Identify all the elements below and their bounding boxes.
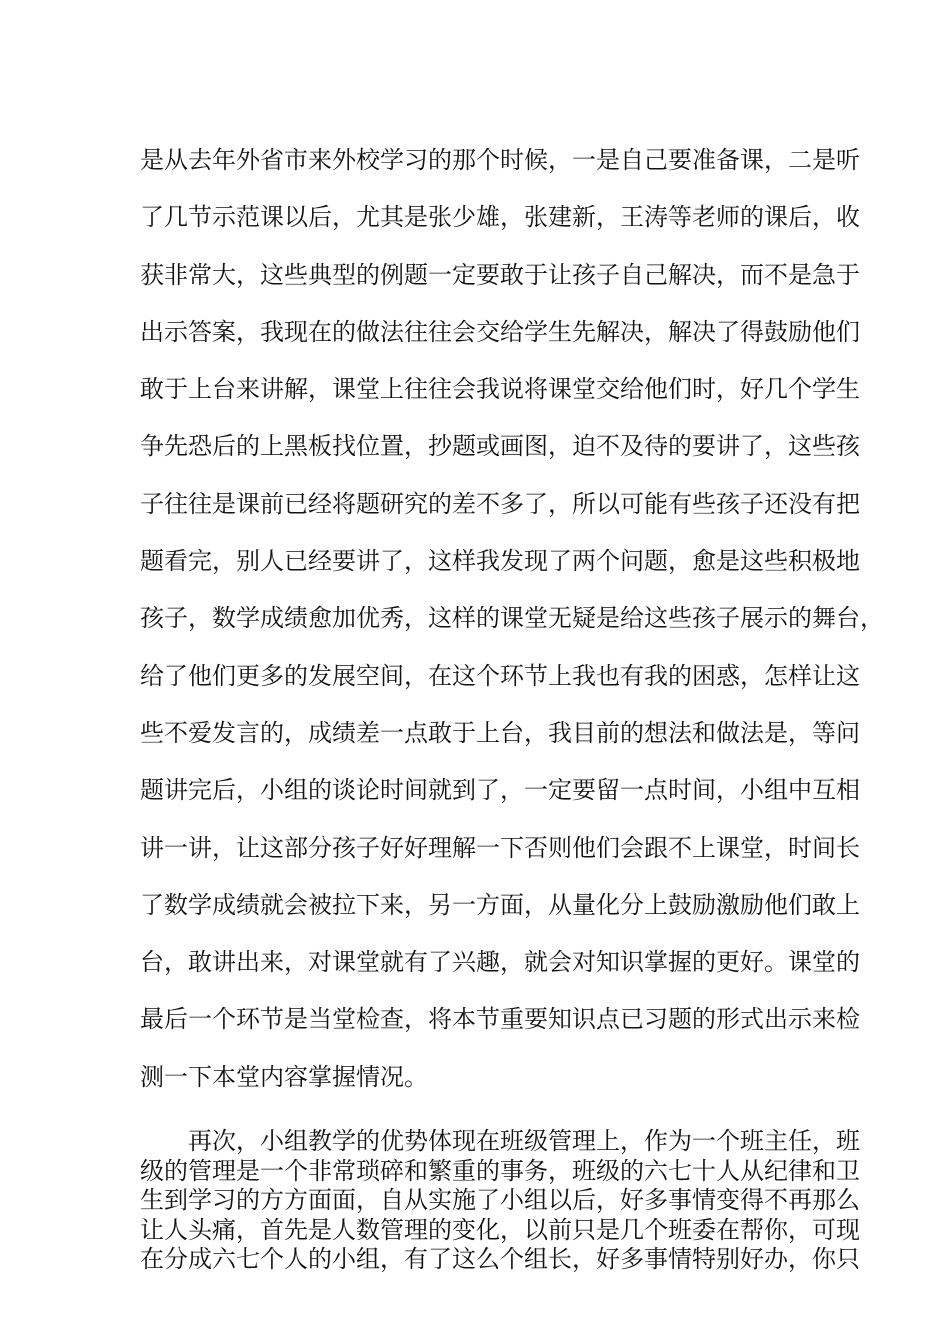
- paragraph-2: [140, 1127, 860, 1275]
- text-line: 子往往是课前已经将题研究的差不多了，所以可能有些孩子还没有把: [140, 489, 860, 518]
- text-line: 题看完，别人已经要讲了，这样我发现了两个问题，愈是这些积极地: [140, 547, 860, 576]
- text-line: 在分成六七个人的小组，有了这么个组长，好多事情特别好办，你只: [140, 1245, 860, 1273]
- text-line: 级的管理是一个非常琐碎和繁重的事务，班级的六七十人从纪律和卫: [140, 1156, 860, 1185]
- text-line: 给了他们更多的发展空间，在这个环节上我也有我的困惑，怎样让这: [140, 661, 860, 690]
- text-line: 让人头痛，首先是人数管理的变化，以前只是几个班委在帮你，可现: [140, 1215, 860, 1244]
- text-line: 是从去年外省市来外校学习的那个时候，一是自己要准备课，二是听: [140, 146, 860, 174]
- text-line: 测一下本堂内容掌握情况。: [140, 1062, 428, 1091]
- text-line: 出示答案，我现在的做法往往会交给学生先解决，解决了得鼓励他们: [140, 317, 860, 346]
- text-line: 争先恐后的上黑板找位置，抄题或画图，迫不及待的要讲了，这些孩: [140, 432, 860, 461]
- text-line: 生到学习的方方面面，自从实施了小组以后，好多事情变得不再那么: [140, 1186, 860, 1214]
- text-line: 了数学成绩就会被拉下来，另一方面，从量化分上鼓励激励他们敢上: [140, 890, 860, 919]
- text-line: 台，敢讲出来，对课堂就有了兴趣，就会对知识掌握的更好。课堂的: [140, 948, 860, 977]
- text-line: 题讲完后，小组的谈论时间就到了，一定要留一点时间，小组中互相: [140, 776, 860, 805]
- text-line: 最后一个环节是当堂检查，将本节重要知识点已习题的形式出示来检: [140, 1005, 860, 1034]
- text-line: 再次，小组教学的优势体现在班级管理上，作为一个班主任，班: [140, 1127, 860, 1155]
- text-line: 了几节示范课以后，尤其是张少雄，张建新，王涛等老师的课后，收: [140, 203, 860, 232]
- text-line: 敢于上台来讲解，课堂上往往会我说将课堂交给他们时，好几个学生: [140, 375, 860, 404]
- text-line: 讲一讲，让这部分孩子好好理解一下否则他们会跟不上课堂，时间长: [140, 833, 860, 862]
- paragraph-1: [140, 136, 884, 1110]
- text-line: 孩子，数学成绩愈加优秀，这样的课堂无疑是给这些孩子展示的舞台，: [140, 604, 884, 633]
- text-line: 获非常大，这些典型的例题一定要敢于让孩子自己解决，而不是急于: [140, 260, 860, 289]
- text-line: 些不爱发言的，成绩差一点敢于上台，我目前的想法和做法是，等问: [140, 718, 860, 747]
